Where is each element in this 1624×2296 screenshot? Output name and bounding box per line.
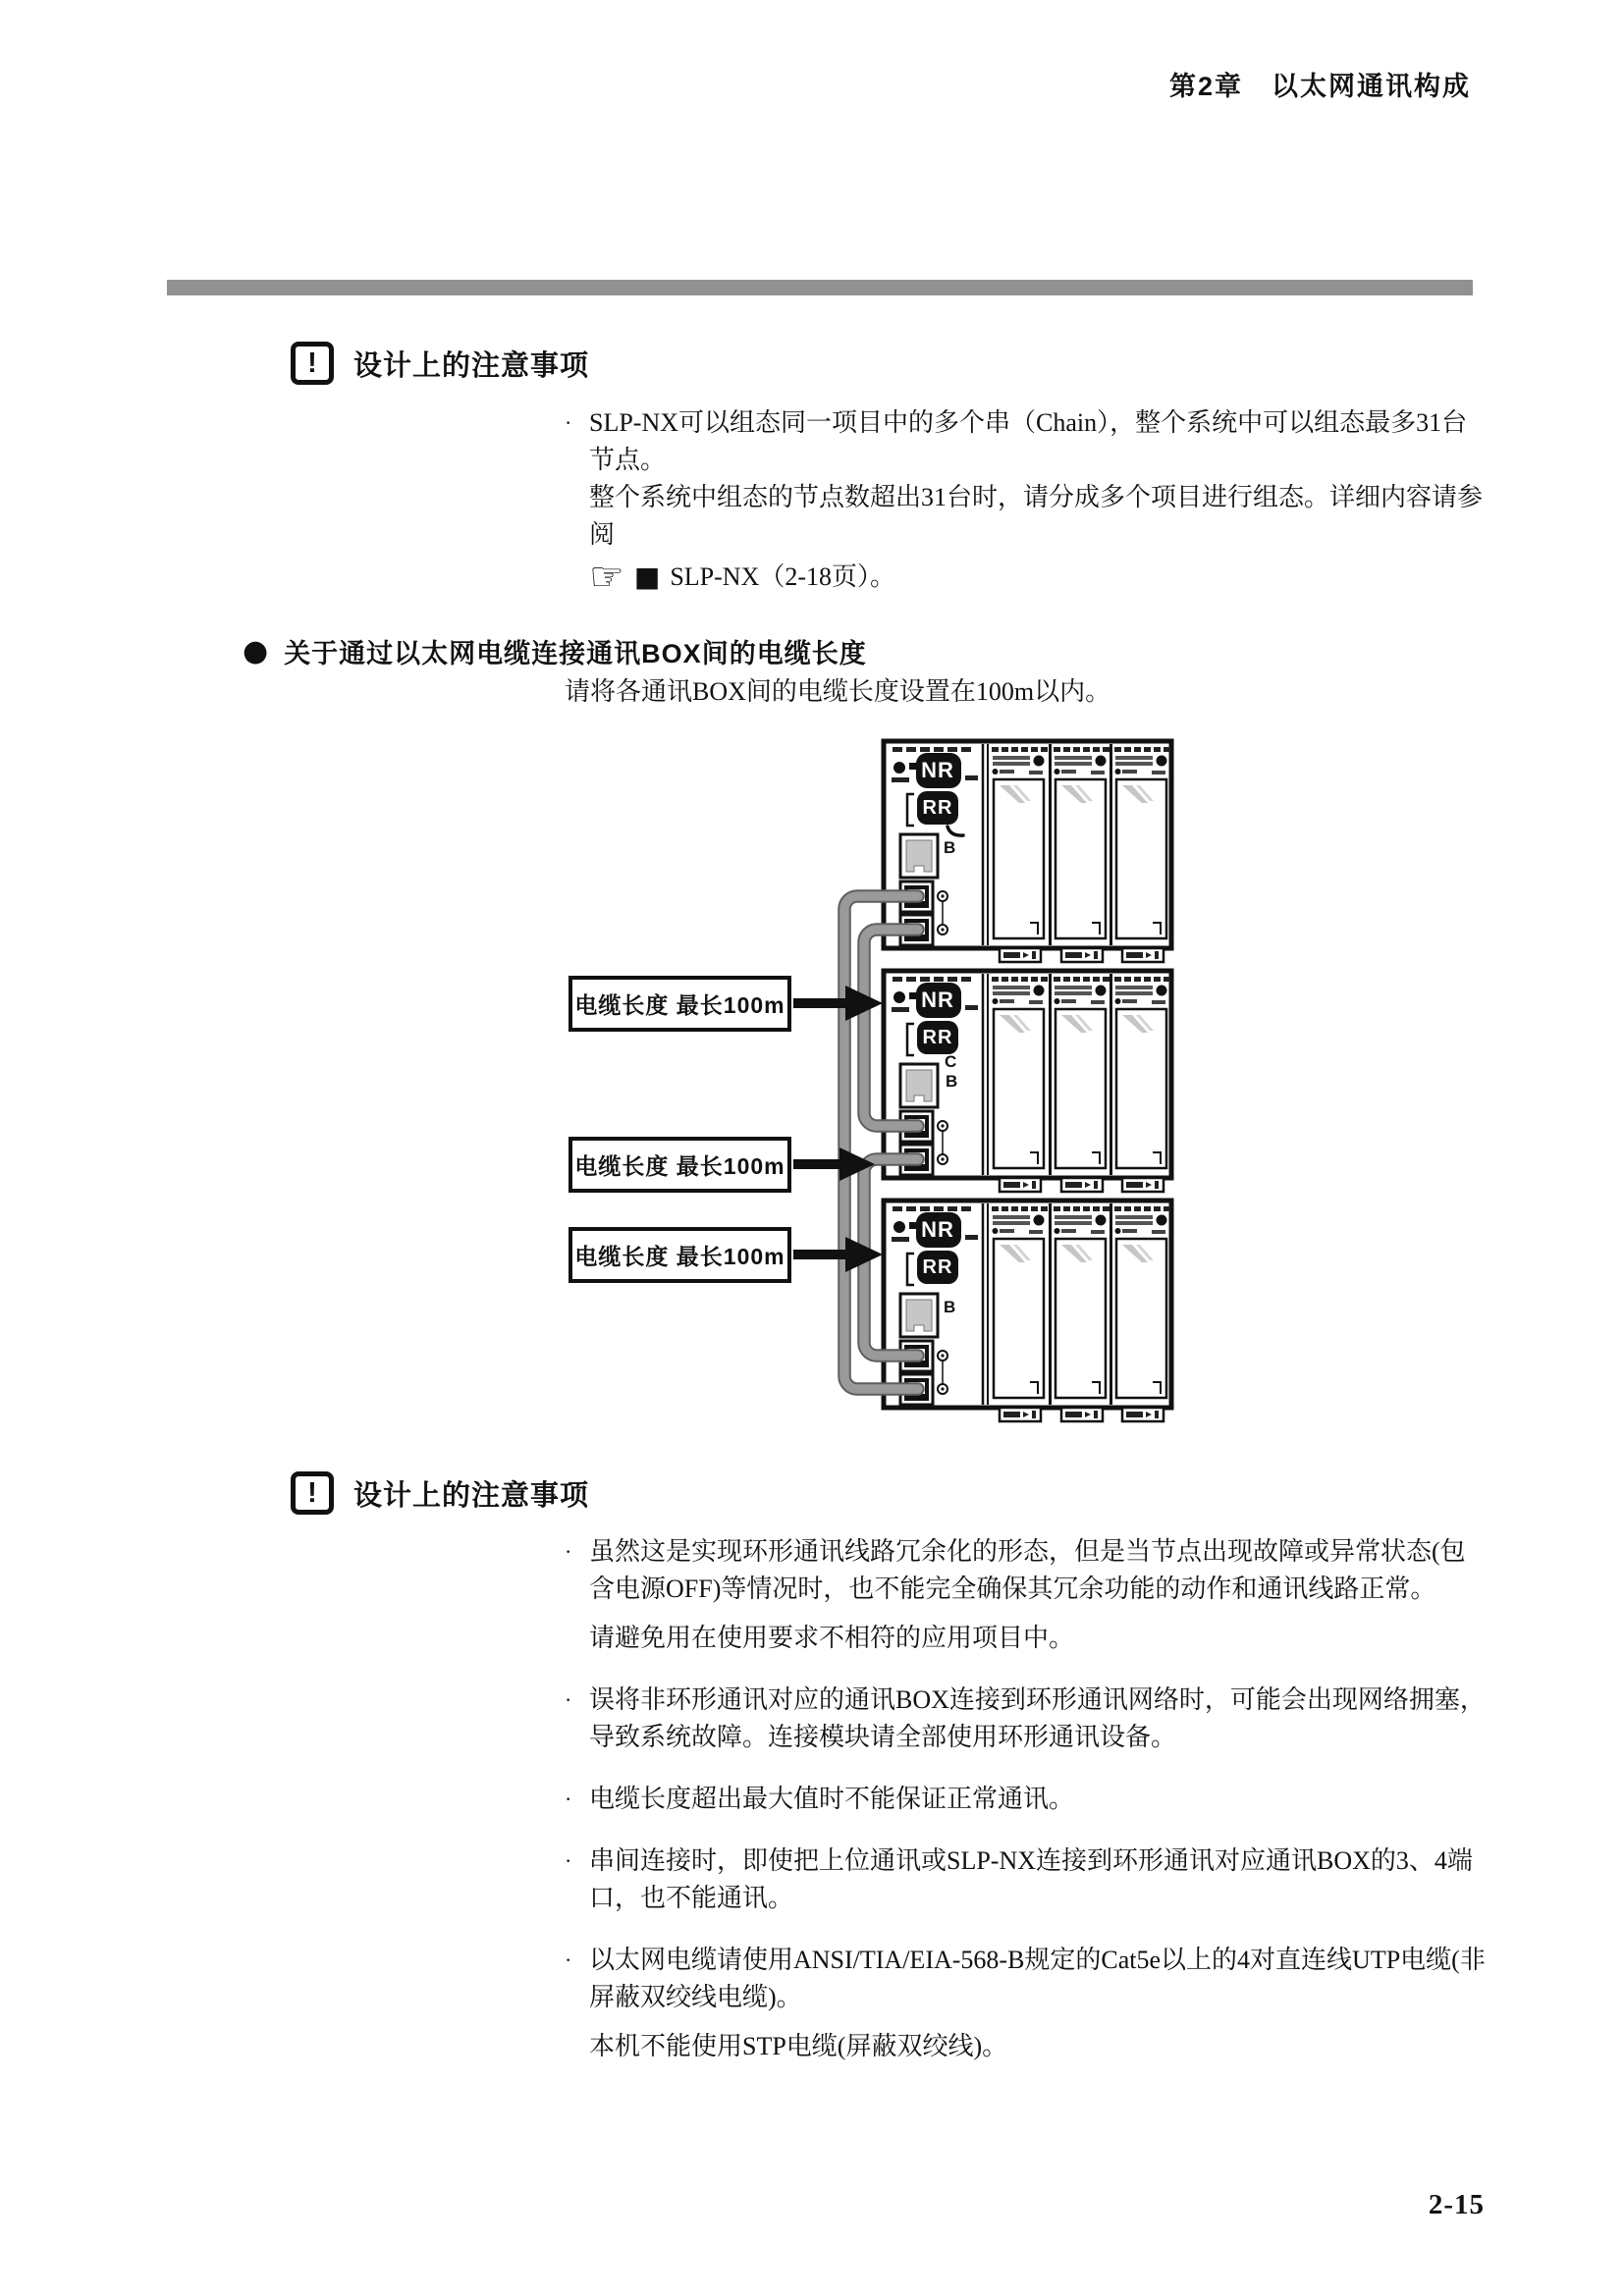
cable-length-label-2: 电缆长度 最长100m xyxy=(568,1137,791,1193)
note-title: 设计上的注意事项 xyxy=(353,1479,590,1512)
nr-badge-label: NR xyxy=(921,988,954,1012)
design-note-top xyxy=(291,342,589,385)
list-item xyxy=(565,1842,1492,1917)
list-item xyxy=(565,1942,1492,2065)
section-divider-bar xyxy=(167,280,1473,295)
cross-reference xyxy=(589,555,1490,600)
cable-length-label-1: 电缆长度 最长100m xyxy=(568,976,791,1032)
port-label-b: B xyxy=(944,838,956,857)
section-heading xyxy=(243,632,867,670)
nr-badge-label: NR xyxy=(921,1217,954,1242)
list-item xyxy=(565,1533,1492,1657)
pointing-hand-icon: ☞ xyxy=(589,555,624,600)
nr-badge-label: NR xyxy=(921,758,954,782)
note-top-bullets xyxy=(565,404,1492,621)
paragraph: 请避免用在使用要求不相符的应用项目中。 xyxy=(589,1624,1075,1652)
paragraph: SLP-NX可以组态同一项目中的多个串（Chain），整个系统中可以组态最多31台节点。 xyxy=(589,408,1468,474)
section-bullet-icon: ● xyxy=(243,633,269,668)
bullet-icon: · xyxy=(565,1948,572,1972)
design-note-bottom xyxy=(291,1471,589,1515)
bullet-icon: · xyxy=(565,410,572,435)
paragraph: 本机不能使用STP电缆(屏蔽双绞线)。 xyxy=(589,2032,1008,2060)
paragraph: 以太网电缆请使用ANSI/TIA/EIA-568-B规定的Cat5e以上的4对直连线UTP电缆(非屏蔽双绞线电缆)。 xyxy=(589,1946,1486,2011)
exclamation-icon: ! xyxy=(291,1471,334,1515)
port-label-b: B xyxy=(946,1072,958,1091)
paragraph: 整个系统中组态的节点数超出31台时，请分成多个项目进行组态。详细内容请参阅 xyxy=(589,483,1484,549)
network-diagram-graphic xyxy=(555,731,1183,1433)
rr-badge-label: RR xyxy=(922,797,953,819)
bullet-icon: · xyxy=(565,1539,572,1564)
section-title: 关于通过以太网电缆连接通讯BOX间的电缆长度 xyxy=(284,639,867,668)
paragraph: 串间连接时，即使把上位通讯或SLP-NX连接到环形通讯对应通讯BOX的3、4端口，也不能通讯。 xyxy=(589,1846,1473,1912)
list-item xyxy=(565,1682,1492,1756)
section-intro: 请将各通讯BOX间的电缆长度设置在100m以内。 xyxy=(565,677,1111,706)
chapter-header: 第2章 以太网通讯构成 xyxy=(1168,72,1471,101)
rr-badge-label: RR xyxy=(922,1256,953,1278)
reference-text: SLP-NX（2-18页）。 xyxy=(670,562,895,591)
page-number: 2-15 xyxy=(1428,2189,1485,2220)
note-title: 设计上的注意事项 xyxy=(353,349,590,382)
port-label-b: B xyxy=(944,1298,956,1316)
port-label-c: C xyxy=(945,1052,957,1071)
list-item xyxy=(565,1781,1492,1818)
bullet-icon: · xyxy=(565,1687,572,1712)
ring-topology-diagram xyxy=(555,731,1183,1433)
rr-badge-label: RR xyxy=(922,1027,953,1048)
note-bottom-bullets xyxy=(565,1533,1492,2090)
cable-length-label-3: 电缆长度 最长100m xyxy=(568,1227,791,1283)
paragraph: 虽然这是实现环形通讯线路冗余化的形态，但是当节点出现故障或异常状态(包含电源OFF)等情况时，也不能完全确保其冗余功能的动作和通讯线路正常。 xyxy=(589,1537,1466,1603)
square-bullet-icon: ■ xyxy=(633,561,661,593)
bullet-icon: · xyxy=(565,1787,572,1811)
list-item xyxy=(565,404,1492,600)
bullet-icon: · xyxy=(565,1848,572,1873)
paragraph: 电缆长度超出最大值时不能保证正常通讯。 xyxy=(589,1785,1075,1813)
paragraph: 误将非环形通讯对应的通讯BOX连接到环形通讯网络时，可能会出现网络拥塞，导致系统故障。连接模块请全部使用环形通讯设备。 xyxy=(589,1685,1486,1751)
exclamation-icon: ! xyxy=(291,342,334,385)
